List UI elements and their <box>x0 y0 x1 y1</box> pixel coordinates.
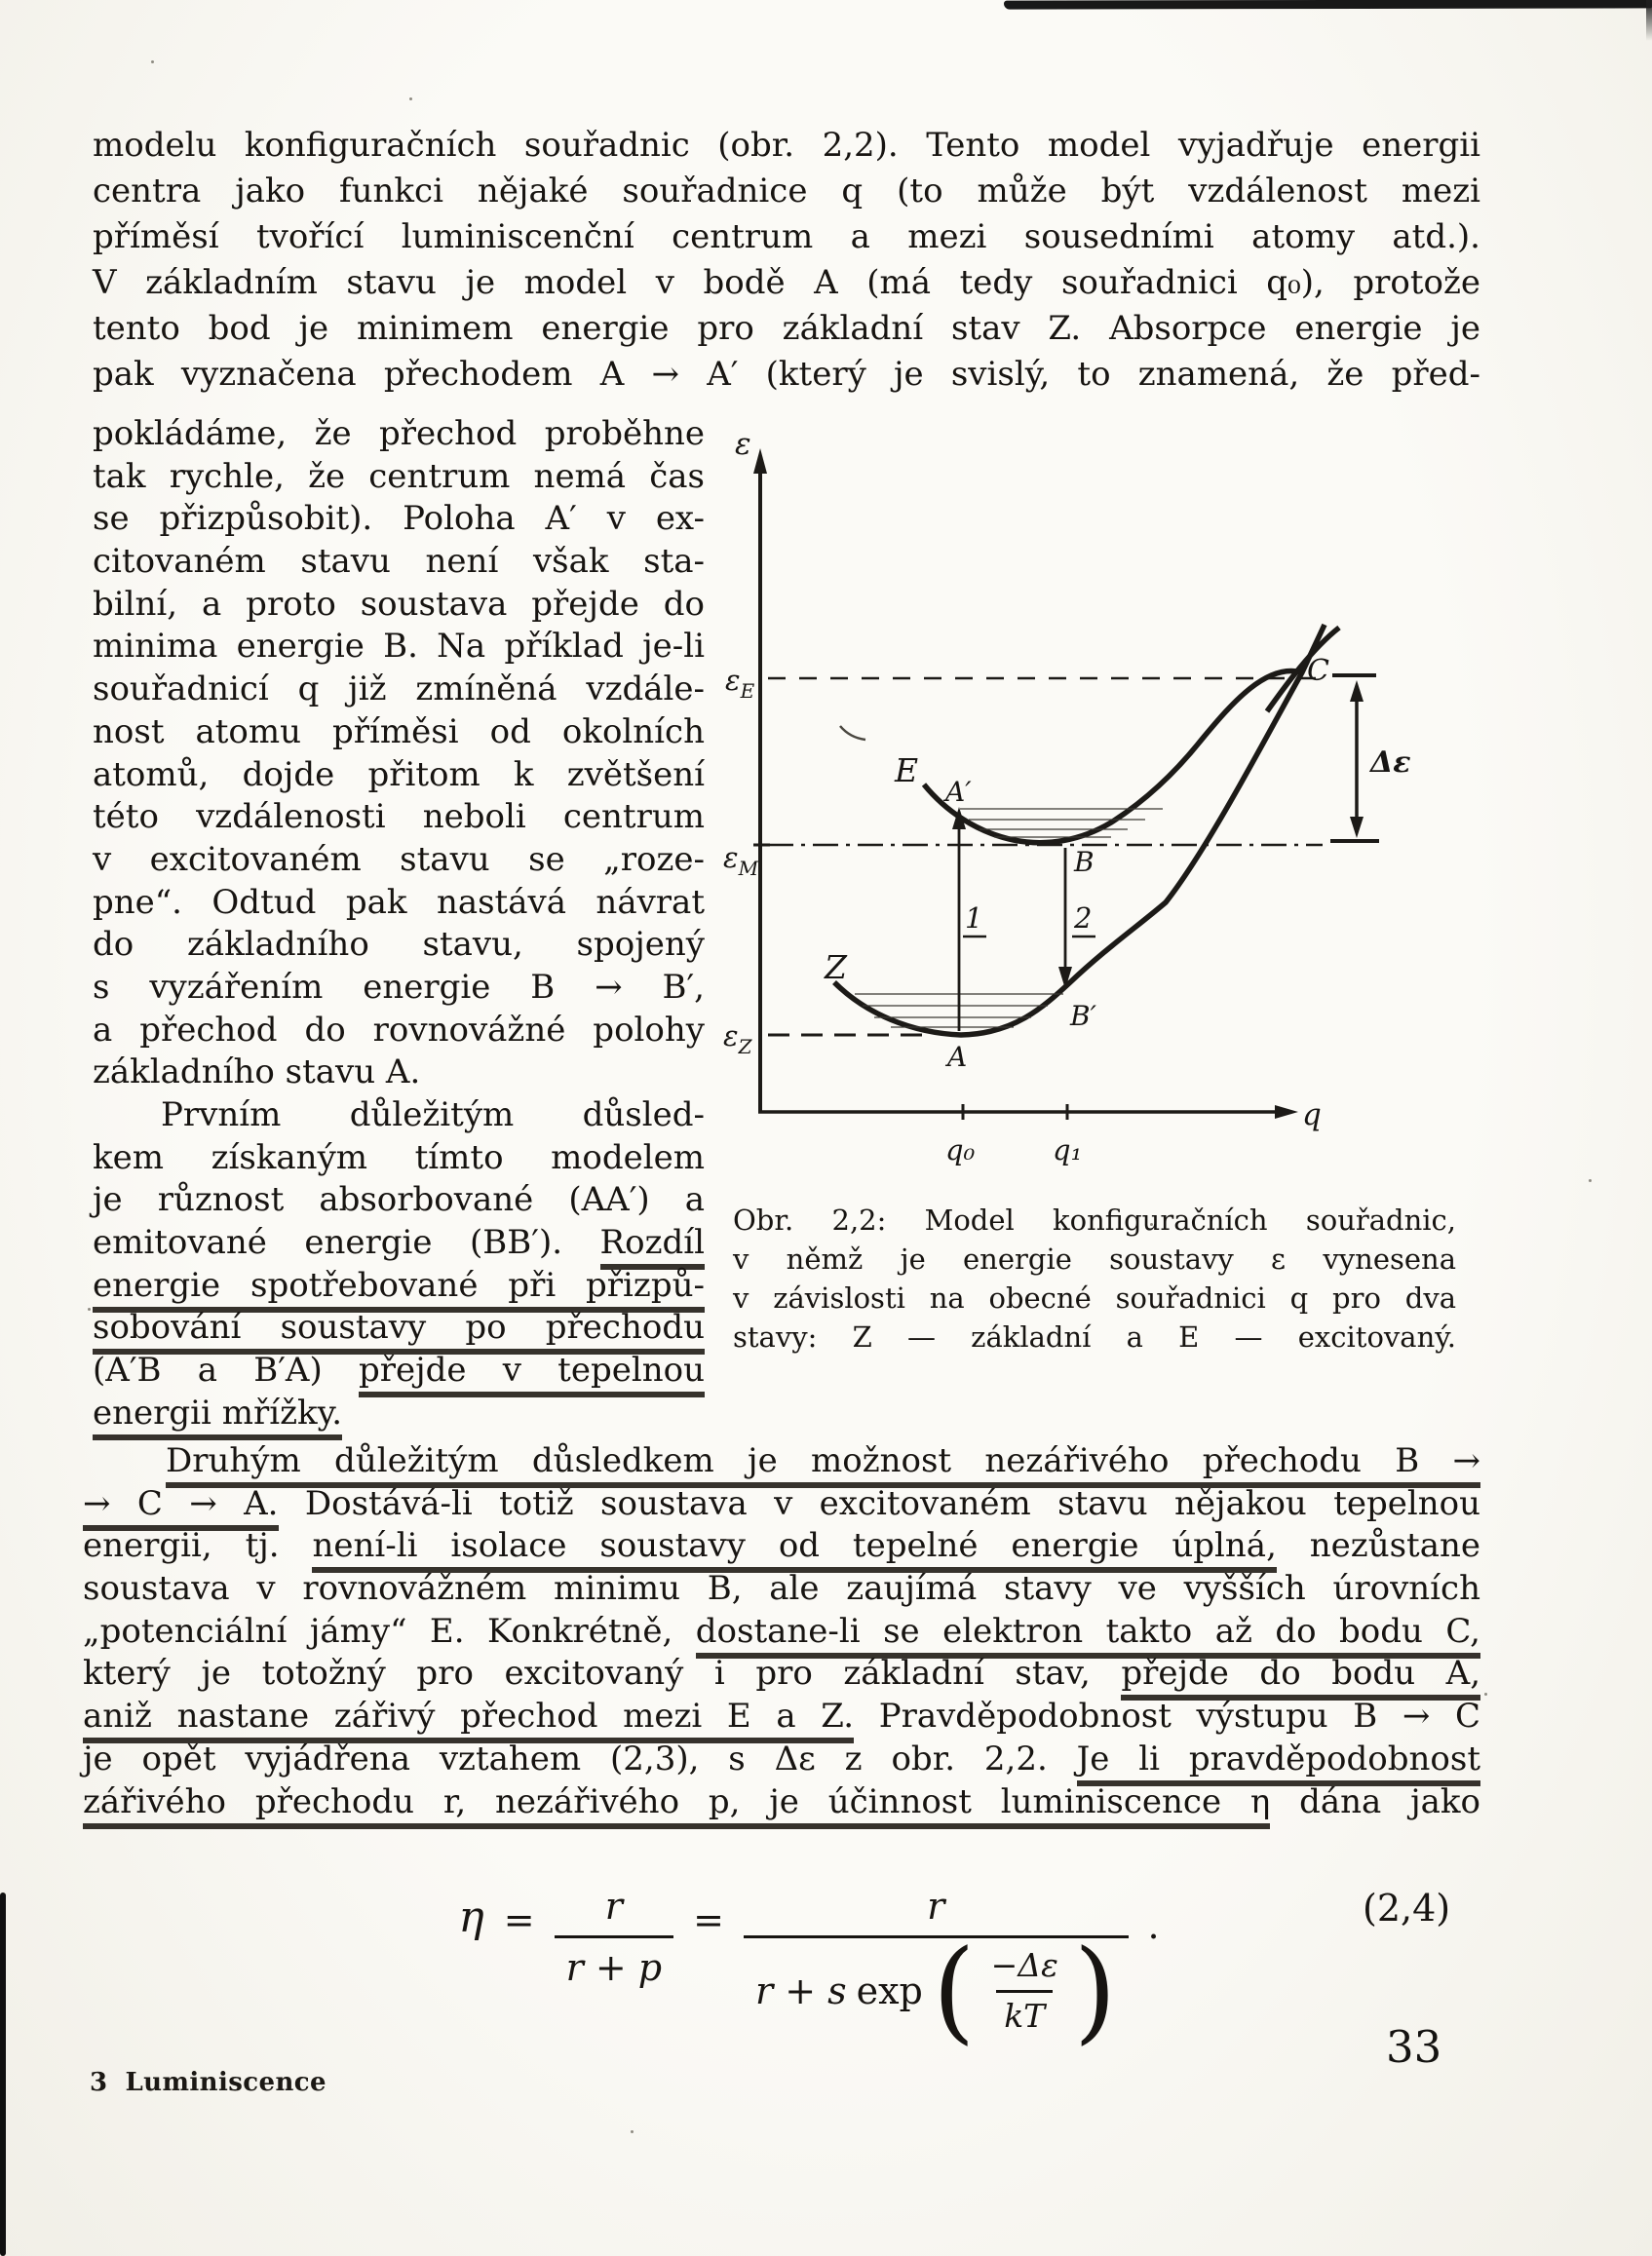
tick-label-q0: q₀ <box>945 1133 976 1166</box>
text-segment: V základním stavu je model v bodě A (má tedy souřadnici q₀), protože <box>93 263 1480 302</box>
text-line <box>93 123 1480 169</box>
pencil-underlined-text: energie spotřebované při přizpů- <box>93 1266 705 1313</box>
figure-configuration-coordinate-diagram <box>721 419 1462 1189</box>
text-segment: nezůstane <box>1276 1526 1480 1566</box>
text-segment: „potenciální jámy“ E. Konkrétně, <box>83 1611 696 1651</box>
scan-speck <box>631 2130 634 2133</box>
equation-period: . <box>1147 1904 1160 1947</box>
scan-speck <box>1484 1693 1487 1696</box>
text-segment: centra jako funkci nějaké souřadnice q (to může být vzdálenost mezi <box>93 172 1480 210</box>
text-line <box>93 1393 705 1435</box>
text-line <box>93 260 1480 306</box>
running-footer <box>90 2068 327 2097</box>
axis-label-q: q <box>1302 1097 1322 1132</box>
point-label-C: C <box>1307 654 1329 688</box>
pencil-underlined-text: dostane-li se elektron takto až do bodu C, <box>696 1612 1480 1659</box>
text-segment: tak rychle, že centrum nemá čas <box>93 456 705 496</box>
text-line <box>83 1483 1480 1526</box>
text-segment: je opět vyjádřena vztahem (2,3), s Δε z obr. 2,2. <box>83 1739 1077 1778</box>
text-segment: a přechod do rovnovážné polohy <box>93 1010 705 1050</box>
text-line <box>93 584 705 627</box>
fraction-numerator: r <box>927 1885 945 1928</box>
text-line <box>93 924 705 967</box>
equation-lhs: η <box>458 1893 484 1942</box>
equals-sign: = <box>503 1898 535 1941</box>
text-line <box>83 1696 1480 1739</box>
text-line <box>83 1525 1480 1568</box>
exp-function: exp <box>856 1969 923 2012</box>
equation-number: (2,4) <box>1363 1887 1451 1930</box>
fraction-r-over-r-plus-p <box>555 1871 674 1989</box>
scan-speck <box>88 1308 91 1311</box>
arrow2-label: 2 <box>1074 901 1093 935</box>
pencil-underlined-text: energii mřížky. <box>93 1394 342 1440</box>
text-segment: stavy: Z — základní a E — excitovaný. <box>733 1320 1456 1354</box>
text-segment: pak vyznačena přechodem A → A′ (který je svislý, to znamená, že před- <box>93 355 1480 394</box>
text-segment: atomů, dojde přitom k zvětšení <box>93 754 705 794</box>
denominator-variables: r + s <box>754 1969 847 2012</box>
text-segment: soustava v rovnovážném minimu B, ale zaujímá stavy ve vyšších úrovních <box>83 1569 1480 1609</box>
chapter-title: Luminiscence <box>125 2068 327 2097</box>
pencil-underlined-text: není-li isolace soustavy od tepelné energie úplná, <box>312 1526 1276 1573</box>
text-line <box>83 1781 1480 1824</box>
text-line <box>93 1307 705 1350</box>
text-line <box>93 711 705 754</box>
point-label-A: A <box>947 1041 968 1073</box>
text-line <box>93 456 705 499</box>
chapter-number: 3 <box>90 2068 108 2097</box>
text-line <box>93 754 705 797</box>
text-line <box>93 169 1480 214</box>
text-segment: nost atomu příměsi od okolních <box>93 711 705 751</box>
text-segment: Obr. 2,2: Model konfiguračních souřadnic, <box>733 1204 1456 1237</box>
text-line <box>93 1052 705 1094</box>
curve-label-Z: Z <box>825 948 847 986</box>
scan-speck <box>1589 1179 1592 1182</box>
text-segment: v závislosti na obecné souřadnici q pro dva <box>733 1281 1456 1315</box>
pencil-underlined-text: zářivého přechodu r, nezářivého p, je účinnost luminiscence η <box>83 1782 1270 1829</box>
text-segment: citovaném stavu není však sta- <box>93 542 705 582</box>
point-label-B: B <box>1074 846 1095 878</box>
figure-caption <box>733 1201 1456 1357</box>
text-line <box>93 306 1480 352</box>
pencil-underlined-text: Rozdíl <box>600 1223 706 1270</box>
text-line <box>93 1137 705 1180</box>
text-segment: energii, tj. <box>83 1526 313 1566</box>
level-label-epsilonE: $\varepsilon_E$ <box>725 664 755 703</box>
stray-pencil-mark <box>840 726 865 740</box>
text-line <box>733 1201 1456 1240</box>
text-line <box>733 1318 1456 1357</box>
paragraph-bottom <box>83 1440 1480 1823</box>
text-segment: této vzdálenosti neboli centrum <box>93 797 705 837</box>
text-line <box>93 413 705 456</box>
level-label-epsilonM: $\varepsilon_M$ <box>723 841 759 880</box>
text-segment: pokládáme, že přechod proběhne <box>93 414 705 453</box>
text-segment: příměsí tvořící luminiscenční centrum a mezi sousedními atomy atd.). <box>93 217 1480 256</box>
text-segment: minima energie B. Na příklad je-li <box>93 627 705 667</box>
text-line <box>93 214 1480 260</box>
delta-epsilon-label: Δε <box>1370 746 1411 780</box>
text-segment: tento bod je minimem energie pro základní stav Z. Absorpce energie je <box>93 309 1480 348</box>
text-line <box>93 1094 705 1137</box>
text-line <box>93 669 705 711</box>
text-segment: základního stavu A. <box>93 1052 421 1092</box>
text-line <box>83 1653 1480 1696</box>
text-segment: do základního stavu, spojený <box>93 925 705 965</box>
axis-label-epsilon: ε <box>735 427 751 462</box>
text-segment: v němž je energie soustavy ε vynesena <box>733 1243 1456 1276</box>
pencil-underlined-text: přejde v tepelnou <box>359 1351 705 1397</box>
text-line <box>83 1440 1480 1483</box>
fraction-denominator: r + p <box>555 1935 674 1989</box>
text-line <box>93 626 705 669</box>
scan-speck <box>151 60 154 63</box>
text-line <box>93 1179 705 1222</box>
point-label-A-prime: A′ <box>945 776 972 808</box>
text-line <box>93 1350 705 1393</box>
page-number: 33 <box>1386 2021 1442 2073</box>
text-line <box>93 498 705 541</box>
fraction-numerator: r <box>604 1885 623 1928</box>
text-segment: pne“. Odtud pak nastává návrat <box>93 882 705 922</box>
pencil-underlined-text: sobování soustavy po přechodu <box>93 1308 705 1355</box>
pencil-underlined-text: Je li pravděpodobnost <box>1077 1740 1480 1786</box>
text-line <box>93 1222 705 1265</box>
delta-epsilon-arrowhead-top <box>1350 680 1364 702</box>
text-line <box>83 1739 1480 1781</box>
equation-2-4 <box>234 1871 1384 2055</box>
text-segment: emitované energie (BB′). <box>93 1223 600 1263</box>
scan-speck <box>409 97 412 100</box>
text-segment: souřadnicí q již zmíněná vzdále- <box>93 669 705 709</box>
paragraph-left-column <box>93 413 705 1435</box>
paragraph-top <box>93 123 1480 398</box>
level-label-epsilonZ: $\varepsilon_Z$ <box>723 1019 752 1058</box>
pencil-underlined-text: přejde do bodu A, <box>1121 1654 1480 1701</box>
text-segment: dána jako <box>1270 1781 1480 1821</box>
fraction-denominator: r + s exp ( $\frac{-\Delta\varepsilon}{kT}$ ) <box>744 1935 1129 2035</box>
text-line <box>93 967 705 1010</box>
delta-epsilon-arrowhead-bottom <box>1350 817 1364 838</box>
text-segment: s vyzářením energie B → B′, <box>93 967 705 1007</box>
equals-sign: = <box>693 1898 724 1941</box>
scan-edge-left <box>0 1893 6 2256</box>
text-segment: (A′B a B′A) <box>93 1351 359 1391</box>
tick-label-q1: q₁ <box>1053 1133 1083 1166</box>
fraction-delta-epsilon-over-kT <box>985 1946 1064 2035</box>
text-line <box>93 839 705 882</box>
text-line <box>93 882 705 925</box>
scan-edge-top <box>1004 0 1652 10</box>
text-segment: je různost absorbované (AA′) a <box>93 1180 705 1220</box>
arrow1-label: 1 <box>965 901 983 935</box>
text-segment: bilní, a proto soustava přejde do <box>93 584 705 624</box>
inner-numerator: −Δε <box>990 1946 1058 1984</box>
curve-excited-state-E <box>924 670 1302 842</box>
text-line <box>93 1265 705 1308</box>
text-segment: který je totožný pro excitovaný i pro základní stav, <box>83 1654 1122 1694</box>
text-line <box>733 1240 1456 1279</box>
text-segment: Pravděpodobnost výstupu B → C <box>854 1697 1480 1737</box>
text-segment: Prvním důležitým důsled- <box>161 1095 705 1134</box>
point-label-B-prime: B′ <box>1070 1000 1096 1032</box>
text-line <box>83 1568 1480 1611</box>
q-axis-arrowhead <box>1275 1105 1298 1119</box>
text-line <box>93 352 1480 398</box>
text-line <box>83 1611 1480 1654</box>
text-line <box>93 796 705 839</box>
scan-edge-right <box>1646 0 1652 41</box>
text-line <box>93 541 705 584</box>
pencil-underlined-text: Druhým důležitým důsledkem je možnost nezářivého přechodu B → <box>166 1441 1480 1488</box>
pencil-underlined-text: aniž nastane zářivý přechod mezi E a Z. <box>83 1697 854 1743</box>
text-segment: Dostává-li totiž soustava v excitovaném stavu nějakou tepelnou <box>278 1483 1481 1523</box>
pencil-underlined-text: → C → A. <box>83 1484 279 1531</box>
text-line <box>93 1010 705 1052</box>
text-segment: v excitovaném stavu se „roze- <box>93 839 705 879</box>
curve-label-E: E <box>895 751 919 789</box>
text-segment: kem získaným tímto modelem <box>93 1137 705 1177</box>
text-segment: se přizpůsobit). Poloha A′ v ex- <box>93 499 705 539</box>
fraction-with-exponential <box>744 1871 1129 2055</box>
inner-denominator: kT <box>996 1990 1053 2035</box>
energy-axis-arrowhead <box>753 448 767 474</box>
text-line <box>733 1279 1456 1318</box>
text-segment: modelu konfiguračních souřadnic (obr. 2,2). Tento model vyjadřuje energii <box>93 126 1480 165</box>
